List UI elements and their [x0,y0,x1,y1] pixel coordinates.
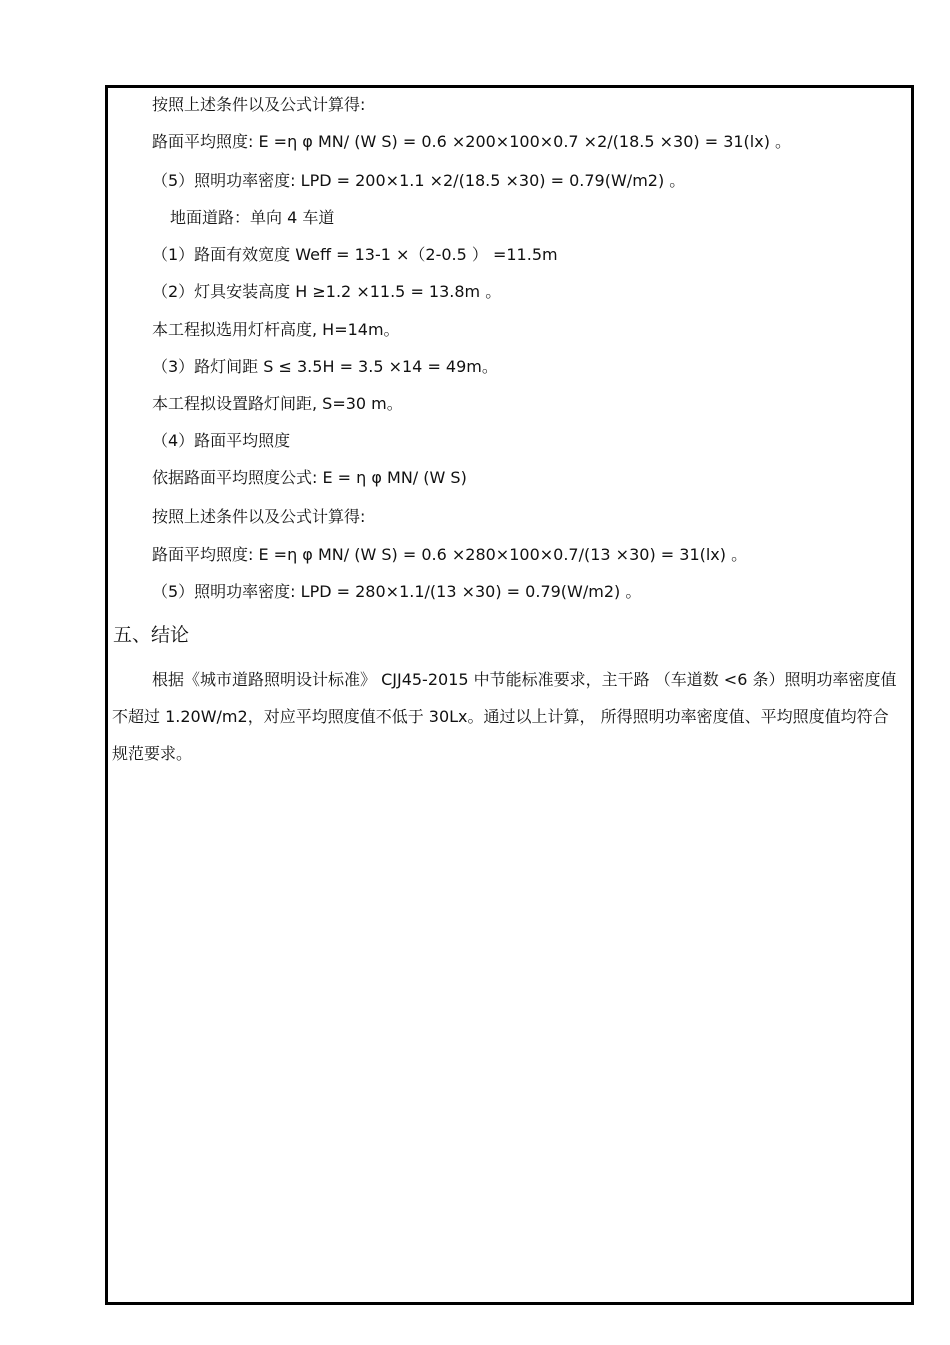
text-line: （3）路灯间距 S ≤ 3.5H = 3.5 ×14 = 49m。 [152,357,498,376]
section-heading: 五、结论 [113,624,190,646]
text-line: （4）路面平均照度 [152,431,291,450]
text-line: （1）路面有效宽度 Weff = 13-1 ×（2-0.5 ） =11.5m [152,245,558,264]
text-line: （2）灯具安装高度 H ≥1.2 ×11.5 = 13.8m 。 [152,282,502,301]
text-line: （5）照明功率密度: LPD = 200×1.1 ×2/(18.5 ×30) = 0.79(W/m2) 。 [152,171,686,190]
text-line: 本工程拟设置路灯间距, S=30 m。 [152,394,403,413]
conclusion-paragraph [112,661,904,772]
text-line: 路面平均照度: E =η φ MN/ (W S) = 0.6 ×280×100×0.7/(13 ×30) = 31(lx) 。 [152,545,748,564]
text-line: 按照上述条件以及公式计算得: [152,95,366,114]
text-line: 依据路面平均照度公式: E = η φ MN/ (W S) [152,468,467,487]
text-line: 按照上述条件以及公式计算得: [152,507,366,526]
text-line: 地面道路：单向 4 车道 [170,208,335,227]
text-line: 路面平均照度: E =η φ MN/ (W S) = 0.6 ×200×100×0.7 ×2/(18.5 ×30) = 31(lx) 。 [152,132,792,151]
conclusion-text: 根据《城市道路照明设计标准》 CJJ45-2015 中节能标准要求，主干路 （车道数 <6 条）照明功率密度值不超过 1.20W/m2，对应平均照度值不低于 30Lx。通过以上计算， 所得照明功率密度值、平均照度值均符合规范要求。 [112,670,897,763]
text-line: 本工程拟选用灯杆高度, H=14m。 [152,320,400,339]
text-line: （5）照明功率密度: LPD = 280×1.1/(13 ×30) = 0.79(W/m2) 。 [152,582,642,601]
